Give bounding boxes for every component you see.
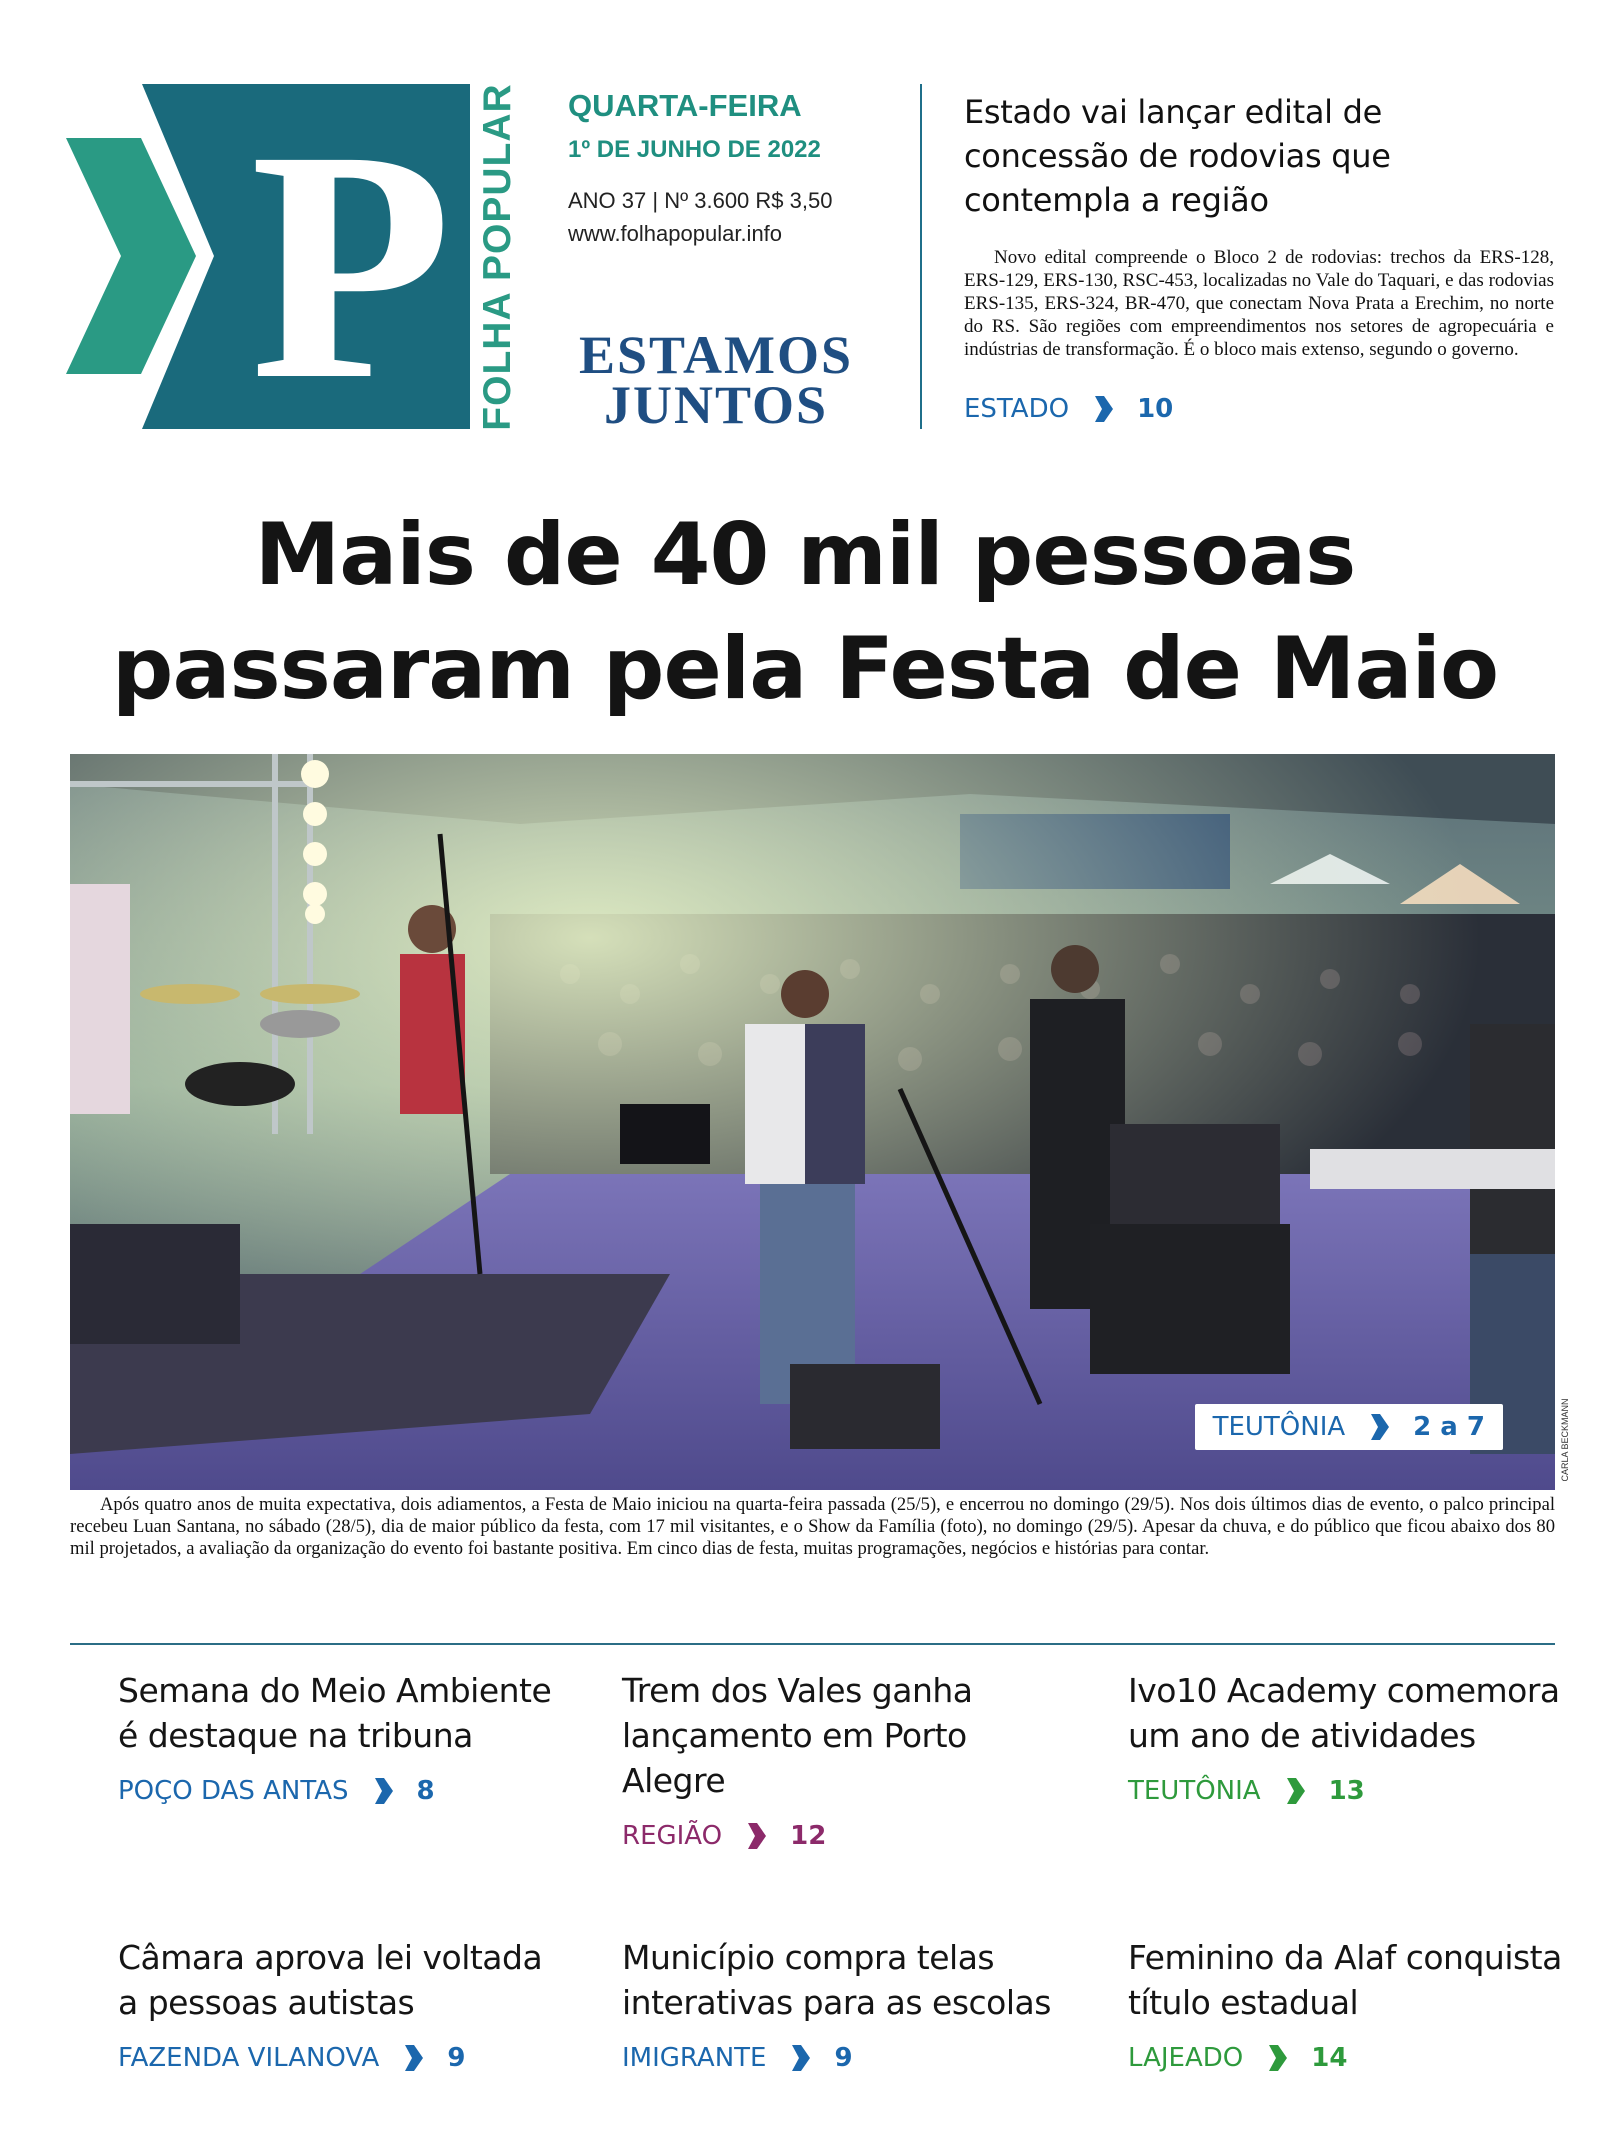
section-label: POÇO DAS ANTAS — [118, 1776, 349, 1806]
teaser-3[interactable] — [1128, 1668, 1568, 1806]
chevron-right-icon — [792, 2045, 810, 2071]
chevron-right-icon — [375, 1778, 393, 1804]
concert-photo-illustration — [70, 754, 1555, 1490]
teaser-page-ref[interactable] — [622, 1821, 1062, 1851]
page-number: 9 — [447, 2043, 466, 2073]
page-number: 10 — [1137, 394, 1174, 424]
teaser-headline[interactable]: Semana do Meio Ambiente é destaque na tribuna — [118, 1671, 552, 1755]
top-story-headline[interactable]: Estado vai lançar edital de concessão de rodovias que contempla a região — [964, 93, 1391, 219]
teaser-headline[interactable]: Feminino da Alaf conquista título estadual — [1128, 1938, 1562, 2022]
top-story[interactable] — [964, 90, 1554, 361]
edition-weekday: QUARTA-FEIRA — [568, 88, 802, 123]
teaser-page-ref[interactable] — [118, 1776, 558, 1806]
section-label: TEUTÔNIA — [1128, 1776, 1261, 1806]
edition-date: 1º DE JUNHO DE 2022 — [568, 136, 821, 163]
campaign-line1: ESTAMOS — [578, 325, 854, 385]
chevron-right-icon — [405, 2045, 423, 2071]
photo-credit: CARLA BECKMANN — [1560, 1398, 1570, 1482]
photo-caption: Após quatro anos de muita expectativa, dois adiamentos, a Festa de Maio iniciou na quarta-feira passada (25/5), e encerrou no domingo (29/5). Nos dois últimos dias de evento, o palco principal recebeu Luan Santana, no sábado (28/5), dia de maior público da festa, com 17 mil visitantes, e o Show da Família (foto), no domingo (29/5). Apesar da chuva, e do público que ficou abaixo dos 80 mil projetados, a avaliação da organização do evento foi bastante positiva. Em cinco dias de festa, muitas programações, negócios e histórias para contar. — [70, 1494, 1555, 1559]
masthead-logo — [66, 84, 511, 429]
masthead-title: FOLHA POPULAR — [476, 82, 519, 431]
section-label: LAJEADO — [1128, 2043, 1244, 2073]
chevron-right-icon — [1371, 1414, 1389, 1440]
chevron-right-icon — [748, 1823, 766, 1849]
page-number: 9 — [834, 2043, 853, 2073]
page-number: 8 — [416, 1776, 435, 1806]
teaser-page-ref[interactable] — [1128, 1776, 1568, 1806]
chevron-right-icon — [1095, 396, 1113, 422]
page-range: 2 a 7 — [1413, 1412, 1485, 1442]
chevron-right-icon — [1287, 1778, 1305, 1804]
teaser-5[interactable] — [622, 1935, 1062, 2073]
section-label: REGIÃO — [622, 1821, 723, 1851]
page-number: 12 — [790, 1821, 827, 1851]
page-number: 14 — [1311, 2043, 1348, 2073]
edition-issue: ANO 37 | Nº 3.600 R$ 3,50 — [568, 188, 833, 213]
top-story-page-ref[interactable] — [964, 394, 1173, 424]
headline-line2: passaram pela Festa de Maio — [111, 619, 1499, 719]
photo-page-ref[interactable] — [1195, 1404, 1503, 1450]
concert-photo — [70, 754, 1555, 1490]
campaign-line2: JUNTOS — [603, 375, 829, 435]
teaser-page-ref[interactable] — [1128, 2043, 1568, 2073]
logo-letter: P — [250, 84, 452, 429]
teaser-6[interactable] — [1128, 1935, 1568, 2073]
campaign-logo — [566, 325, 866, 435]
masthead-divider — [920, 84, 922, 429]
teaser-page-ref[interactable] — [118, 2043, 558, 2073]
chevron-right-icon — [1269, 2045, 1287, 2071]
teaser-headline[interactable]: Câmara aprova lei voltada a pessoas autistas — [118, 1938, 543, 2022]
section-label: FAZENDA VILANOVA — [118, 2043, 380, 2073]
headline-line1: Mais de 40 mil pessoas — [254, 505, 1356, 605]
teaser-headline[interactable]: Ivo10 Academy comemora um ano de atividades — [1128, 1671, 1560, 1755]
teaser-4[interactable] — [118, 1935, 558, 2073]
teaser-1[interactable] — [118, 1668, 558, 1806]
section-label: TEUTÔNIA — [1212, 1412, 1346, 1442]
website-link[interactable]: www.folhapopular.info — [568, 221, 783, 246]
teaser-headline[interactable]: Trem dos Vales ganha lançamento em Porto Alegre — [622, 1671, 973, 1800]
edition-info — [568, 86, 898, 252]
page-number: 13 — [1328, 1776, 1365, 1806]
teaser-2[interactable] — [622, 1668, 1062, 1851]
section-label: IMIGRANTE — [622, 2043, 767, 2073]
teaser-headline[interactable]: Município compra telas interativas para as escolas — [622, 1938, 1051, 2022]
teaser-page-ref[interactable] — [622, 2043, 1062, 2073]
section-divider — [70, 1643, 1555, 1645]
main-headline[interactable] — [70, 498, 1540, 726]
top-story-body: Novo edital compreende o Bloco 2 de rodovias: trechos da ERS-128, ERS-129, ERS-130, RSC-453, localizadas no Vale do Taquari, e das rodovias ERS-135, ERS-324, BR-470, que conectam Nova Prata a Erechim, no norte do RS. São regiões com empreendimentos nos setores de agropecuária e indústrias de transformação. É o bloco mais extenso, segundo o governo. — [964, 247, 1554, 360]
section-label: ESTADO — [964, 394, 1070, 424]
